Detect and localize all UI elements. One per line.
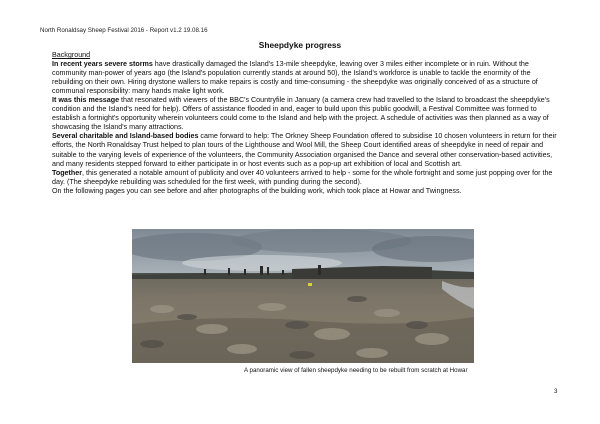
paragraph-lead: Several charitable and Island-based bodies <box>52 132 199 141</box>
paragraph-lead: It was this message <box>52 96 120 105</box>
report-body <box>52 51 562 196</box>
paragraph-following <box>52 187 562 196</box>
page-title: Sheepdyke progress <box>258 40 342 50</box>
section-heading: Background <box>52 51 91 59</box>
photo-caption: A panoramic view of fallen sheepdyke needing to be rebuilt from scratch at Howar <box>244 367 468 374</box>
report-header: North Ronaldsay Sheep Festival 2016 - Report v1.2 19.08.16 <box>40 27 208 34</box>
paragraph-text: came forward to help: The Orkney Sheep Foundation offered to subsidise 10 chosen volunteers in return for their efforts, the North Ronaldsay Trust helped to plan tours of the Lighthouse and Wool Mill, the Sheep Court identified areas of sheepdyke in need of repair and suitable to the varying levels of experience of the volunteers, the Community Association organised the Dance and several other conservation-based activities, and many residents stepped forward to either participate in or host events such as a pop-up art exhibition of local and Scottish art. <box>52 132 557 168</box>
panorama-image <box>132 229 474 363</box>
paragraph-lead: Together <box>52 168 83 177</box>
paragraph-lead: In recent years severe storms <box>52 60 153 69</box>
paragraph-text: that resonated with viewers of the BBC's Countryfile in January (a camera crew had travelled to the Island to broadcast the sheepdyke's condition and the Island's need for help). Offers of assistance flooded in and, eager to build upon this public goodwill, a Festival Committee was formed to establish a fortnight's opportunity wherein volunteers could come to the Island and help with the project. A schedule of activities was then planned as a way of showcasing the Island's many attractions. <box>52 96 550 132</box>
paragraph-text: have drastically damaged the Island's 13-mile sheepdyke, leaving over 3 miles either incomplete or in ruin. Without the community man-power of years ago (the Island's population currently stands at around 50), the Island's workforce is unable to tackle the enormity of the rebuilding on their own. Hiring drystone wallers to make repairs is costly and time-consuming - the sheepdyke was originally conceived of as a structure of communal responsibility: many hands make light work. <box>52 60 538 96</box>
paragraph-together <box>52 169 562 187</box>
paragraph-bodies <box>52 132 562 168</box>
panorama-photo <box>132 229 474 363</box>
paragraph-storms <box>52 60 562 96</box>
page-number: 3 <box>554 388 558 395</box>
paragraph-text: On the following pages you can see before and after photographs of the building work, which took place at Howar and Twingness. <box>52 186 462 195</box>
paragraph-text: , this generated a notable amount of publicity and over 40 volunteers arrived to help - some for the whole fortnight and some just popping over for the day. (The sheepdyke rebuilding was scheduled for the first week, with punding during the second). <box>52 168 553 186</box>
paragraph-message <box>52 96 562 132</box>
